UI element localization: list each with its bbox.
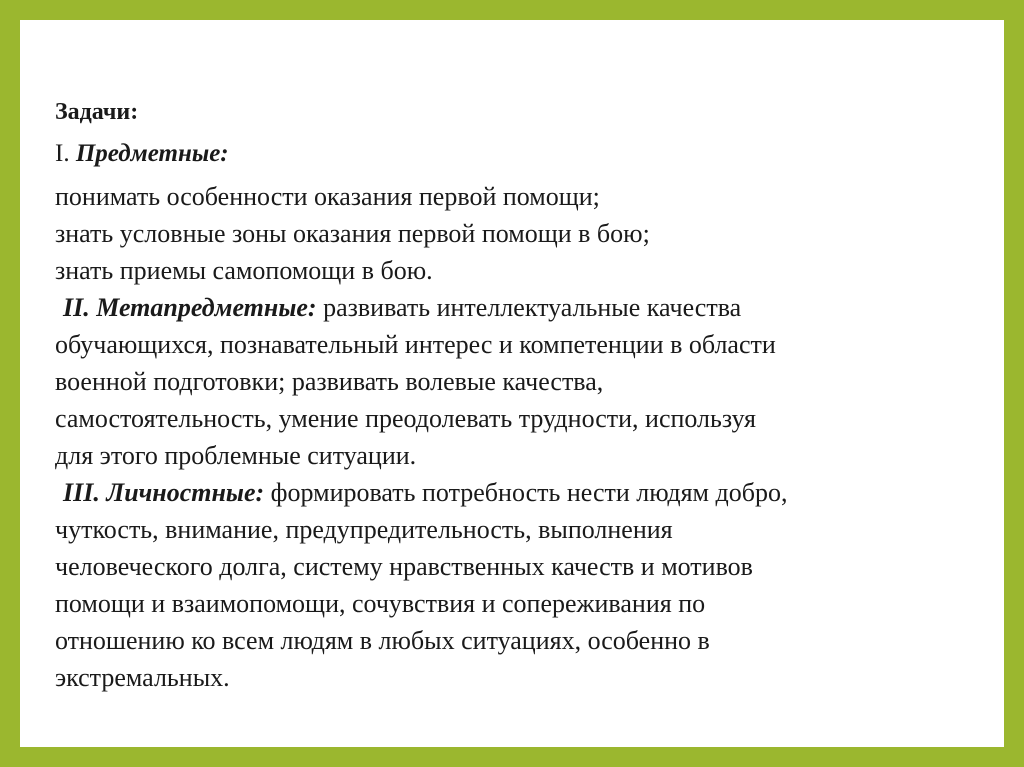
personal-goal-text-4: помощи и взаимопомощи, сочувствия и сопереживания по (55, 589, 706, 618)
slide-content (55, 98, 1000, 696)
section-subject-title: Предметные: (75, 140, 229, 167)
section-meta-title: II. Метапредметные: (63, 293, 317, 322)
section-meta-line-1 (55, 289, 1000, 326)
slide-title: Задачи: (55, 99, 139, 125)
slide (20, 20, 1004, 747)
subject-goal-1: понимать особенности оказания первой помощи; (55, 182, 600, 211)
personal-goal-text-2: чуткость, внимание, предупредительность, выполнения (55, 515, 673, 544)
section-personal-line-1 (55, 474, 1000, 511)
personal-goal-text-1: формировать потребность нести людям добро, (264, 478, 788, 507)
subject-goal-3: знать приемы самопомощи в бою. (55, 256, 433, 285)
section-personal-title: III. Личностные: (63, 478, 265, 507)
section-subject-heading (55, 139, 1000, 169)
meta-goal-text-1: развивать интеллектуальные качества (316, 293, 742, 322)
personal-goal-text-5: отношению ко всем людям в любых ситуациях, особенно в (55, 626, 710, 655)
meta-goal-text-3: военной подготовки; развивать волевые качества, (55, 367, 604, 396)
personal-goal-text-3: человеческого долга, систему нравственных качеств и мотивов (55, 552, 753, 581)
subject-goal-2: знать условные зоны оказания первой помощи в бою; (55, 219, 650, 248)
meta-goal-text-4: самостоятельность, умение преодолевать трудности, используя (55, 404, 756, 433)
meta-goal-text-5: для этого проблемные ситуации. (55, 441, 417, 470)
section-subject-numeral: I. (55, 140, 76, 167)
personal-goal-text-6: экстремальных. (55, 663, 230, 692)
meta-goal-text-2: обучающихся, познавательный интерес и компетенции в области (55, 330, 776, 359)
goals-text (55, 178, 1000, 696)
